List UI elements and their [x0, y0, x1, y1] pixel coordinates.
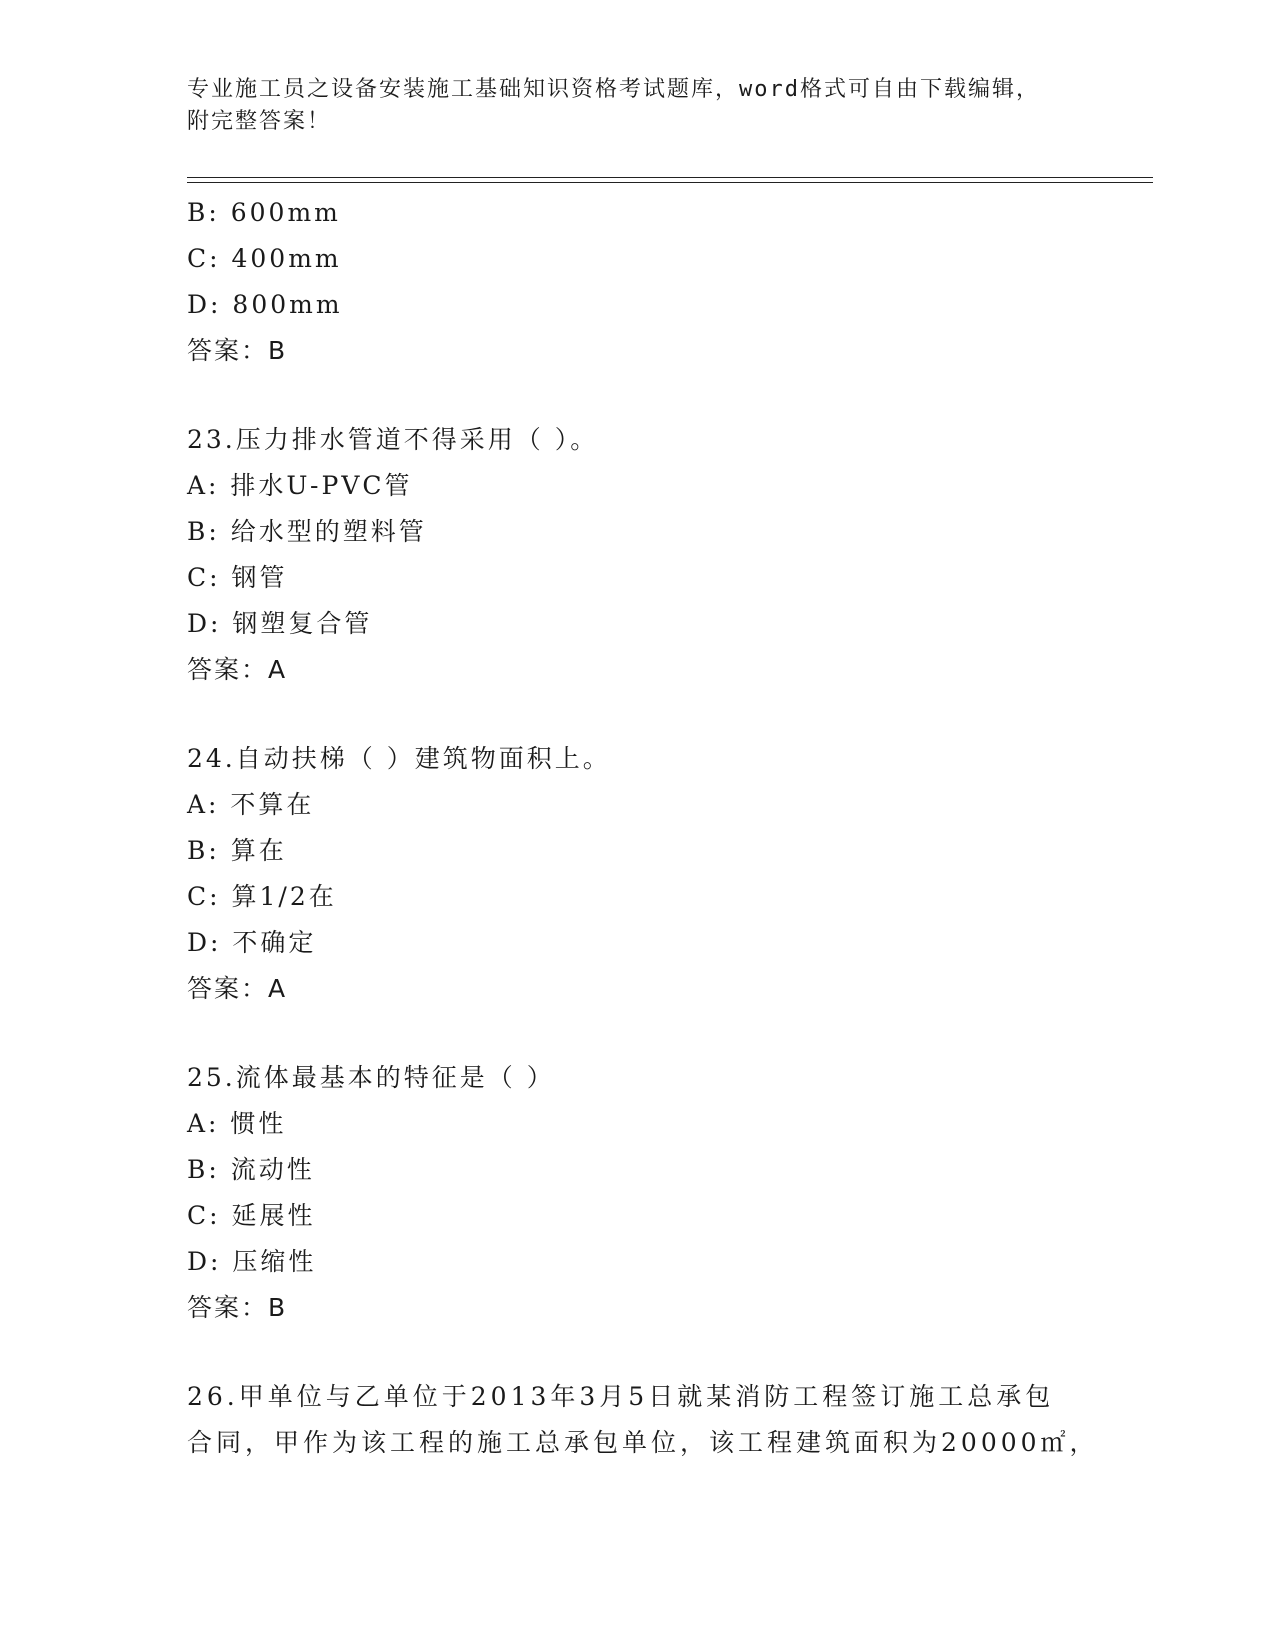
option-d: D: 不确定 — [187, 928, 317, 957]
question-26 — [187, 1374, 1099, 1466]
option-b: B: 600mm — [187, 198, 341, 227]
question-stem: 24.自动扶梯（ ）建筑物面积上。 — [187, 744, 611, 773]
answer: 答案：A — [187, 655, 288, 684]
document-header — [187, 74, 1087, 138]
question-23 — [187, 417, 1087, 693]
answer: 答案：B — [187, 1293, 288, 1322]
question-22-tail — [187, 190, 1087, 374]
question-25 — [187, 1055, 1087, 1331]
answer: 答案：A — [187, 974, 288, 1003]
header-line-2: 附完整答案！ — [187, 109, 332, 134]
option-a: A: 惯性 — [187, 1109, 287, 1138]
question-stem-line-1: 26.甲单位与乙单位于2013年3月5日就某消防工程签订施工总承包 — [187, 1382, 1055, 1411]
question-stem-line-2: 合同，甲作为该工程的施工总承包单位，该工程建筑面积为20000㎡， — [187, 1428, 1099, 1457]
question-stem: 23.压力排水管道不得采用（ ）。 — [187, 425, 599, 454]
option-b: B: 给水型的塑料管 — [187, 517, 427, 546]
header-divider-top — [187, 177, 1153, 178]
header-divider-bottom — [187, 182, 1153, 183]
option-d: D: 钢塑复合管 — [187, 609, 373, 638]
option-d: D: 压缩性 — [187, 1247, 317, 1276]
question-stem: 25.流体最基本的特征是（ ） — [187, 1063, 555, 1092]
option-c: C: 延展性 — [187, 1201, 316, 1230]
header-line-1: 专业施工员之设备安装施工基础知识资格考试题库，word格式可自由下载编辑， — [187, 77, 1040, 102]
option-c: C: 400mm — [187, 244, 342, 273]
document-body — [187, 190, 1099, 1466]
option-b: B: 流动性 — [187, 1155, 315, 1184]
option-b: B: 算在 — [187, 836, 287, 865]
option-d: D: 800mm — [187, 290, 343, 319]
option-c: C: 钢管 — [187, 563, 288, 592]
option-a: A: 排水U-PVC管 — [187, 471, 413, 500]
option-c: C: 算1/2在 — [187, 882, 337, 911]
answer: 答案：B — [187, 336, 288, 365]
option-a: A: 不算在 — [187, 790, 315, 819]
question-24 — [187, 736, 1087, 1012]
